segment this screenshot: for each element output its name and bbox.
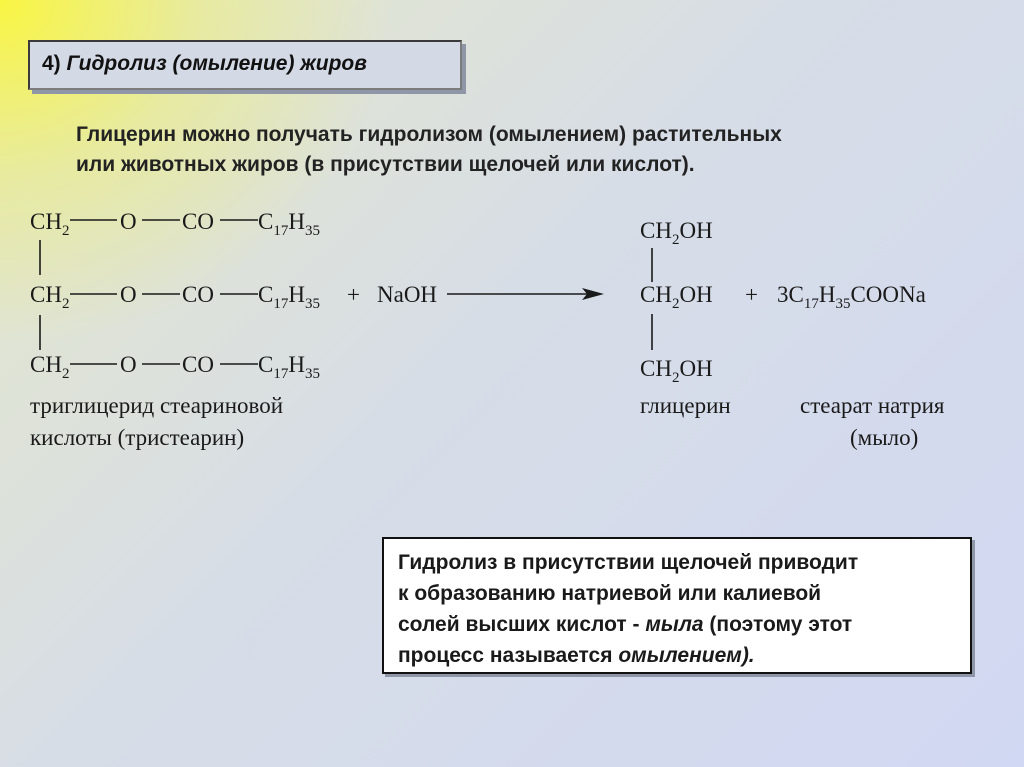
r1-c17h35: $C_{17}H_{35}$ (258, 209, 320, 239)
intro-line-1: Глицерин можно получать гидролизом (омылением) растительных (76, 123, 782, 146)
note-line-4 (398, 640, 970, 671)
reactant-label-line-1: триглицерид стеариновой (30, 393, 284, 418)
note-box (382, 537, 972, 674)
reactant-plus: + (347, 282, 360, 307)
sodium-stearate: $3C_{17}H_{35}COONa$ (777, 282, 926, 312)
soap-label-line-2: (мыло) (850, 425, 919, 450)
r3-ch2: $CH_2$ (30, 352, 70, 382)
note-line-3 (398, 609, 970, 640)
glycerol-ch2oh-2: $CH_2OH$ (640, 282, 713, 312)
note-line-3-end: (поэтому этот (703, 613, 853, 636)
product-plus: + (745, 282, 758, 307)
slide-title-text: Гидролиз (омыление) жиров (66, 52, 367, 75)
r2-ch2: $CH_2$ (30, 282, 70, 312)
glycerol-label: глицерин (640, 393, 731, 418)
r1-o: O (120, 209, 137, 234)
intro-line-2: или животных жиров (в присутствии щелочей или кислот). (76, 153, 695, 176)
glycerol-ch2oh-3: $CH_2OH$ (640, 356, 713, 386)
r3-c17h35: $C_{17}H_{35}$ (258, 352, 320, 382)
glycerol-ch2oh-1: $CH_2OH$ (640, 218, 713, 248)
note-line-4-start: процесс называется (398, 644, 619, 667)
note-line-3-start: солей высших кислот - (398, 613, 646, 636)
r2-o: O (120, 282, 137, 307)
r2-co: CO (182, 282, 214, 307)
soap-label-line-1: стеарат натрия (800, 393, 945, 418)
naoh: NaOH (377, 282, 438, 307)
r3-o: O (120, 352, 137, 377)
note-line-1: Гидролиз в присутствии щелочей приводит (398, 551, 859, 574)
reactant-label-line-2: кислоты (тристеарин) (30, 425, 245, 450)
note-line-2: к образованию натриевой или калиевой (398, 582, 822, 605)
r1-ch2: $CH_2$ (30, 209, 70, 239)
r3-co: CO (182, 352, 214, 377)
r1-co: CO (182, 209, 214, 234)
note-term-soap: мыла (645, 613, 704, 636)
r2-c17h35: $C_{17}H_{35}$ (258, 282, 320, 312)
note-term-saponification: омылением). (618, 644, 755, 667)
slide-title-number: 4) (42, 52, 61, 75)
